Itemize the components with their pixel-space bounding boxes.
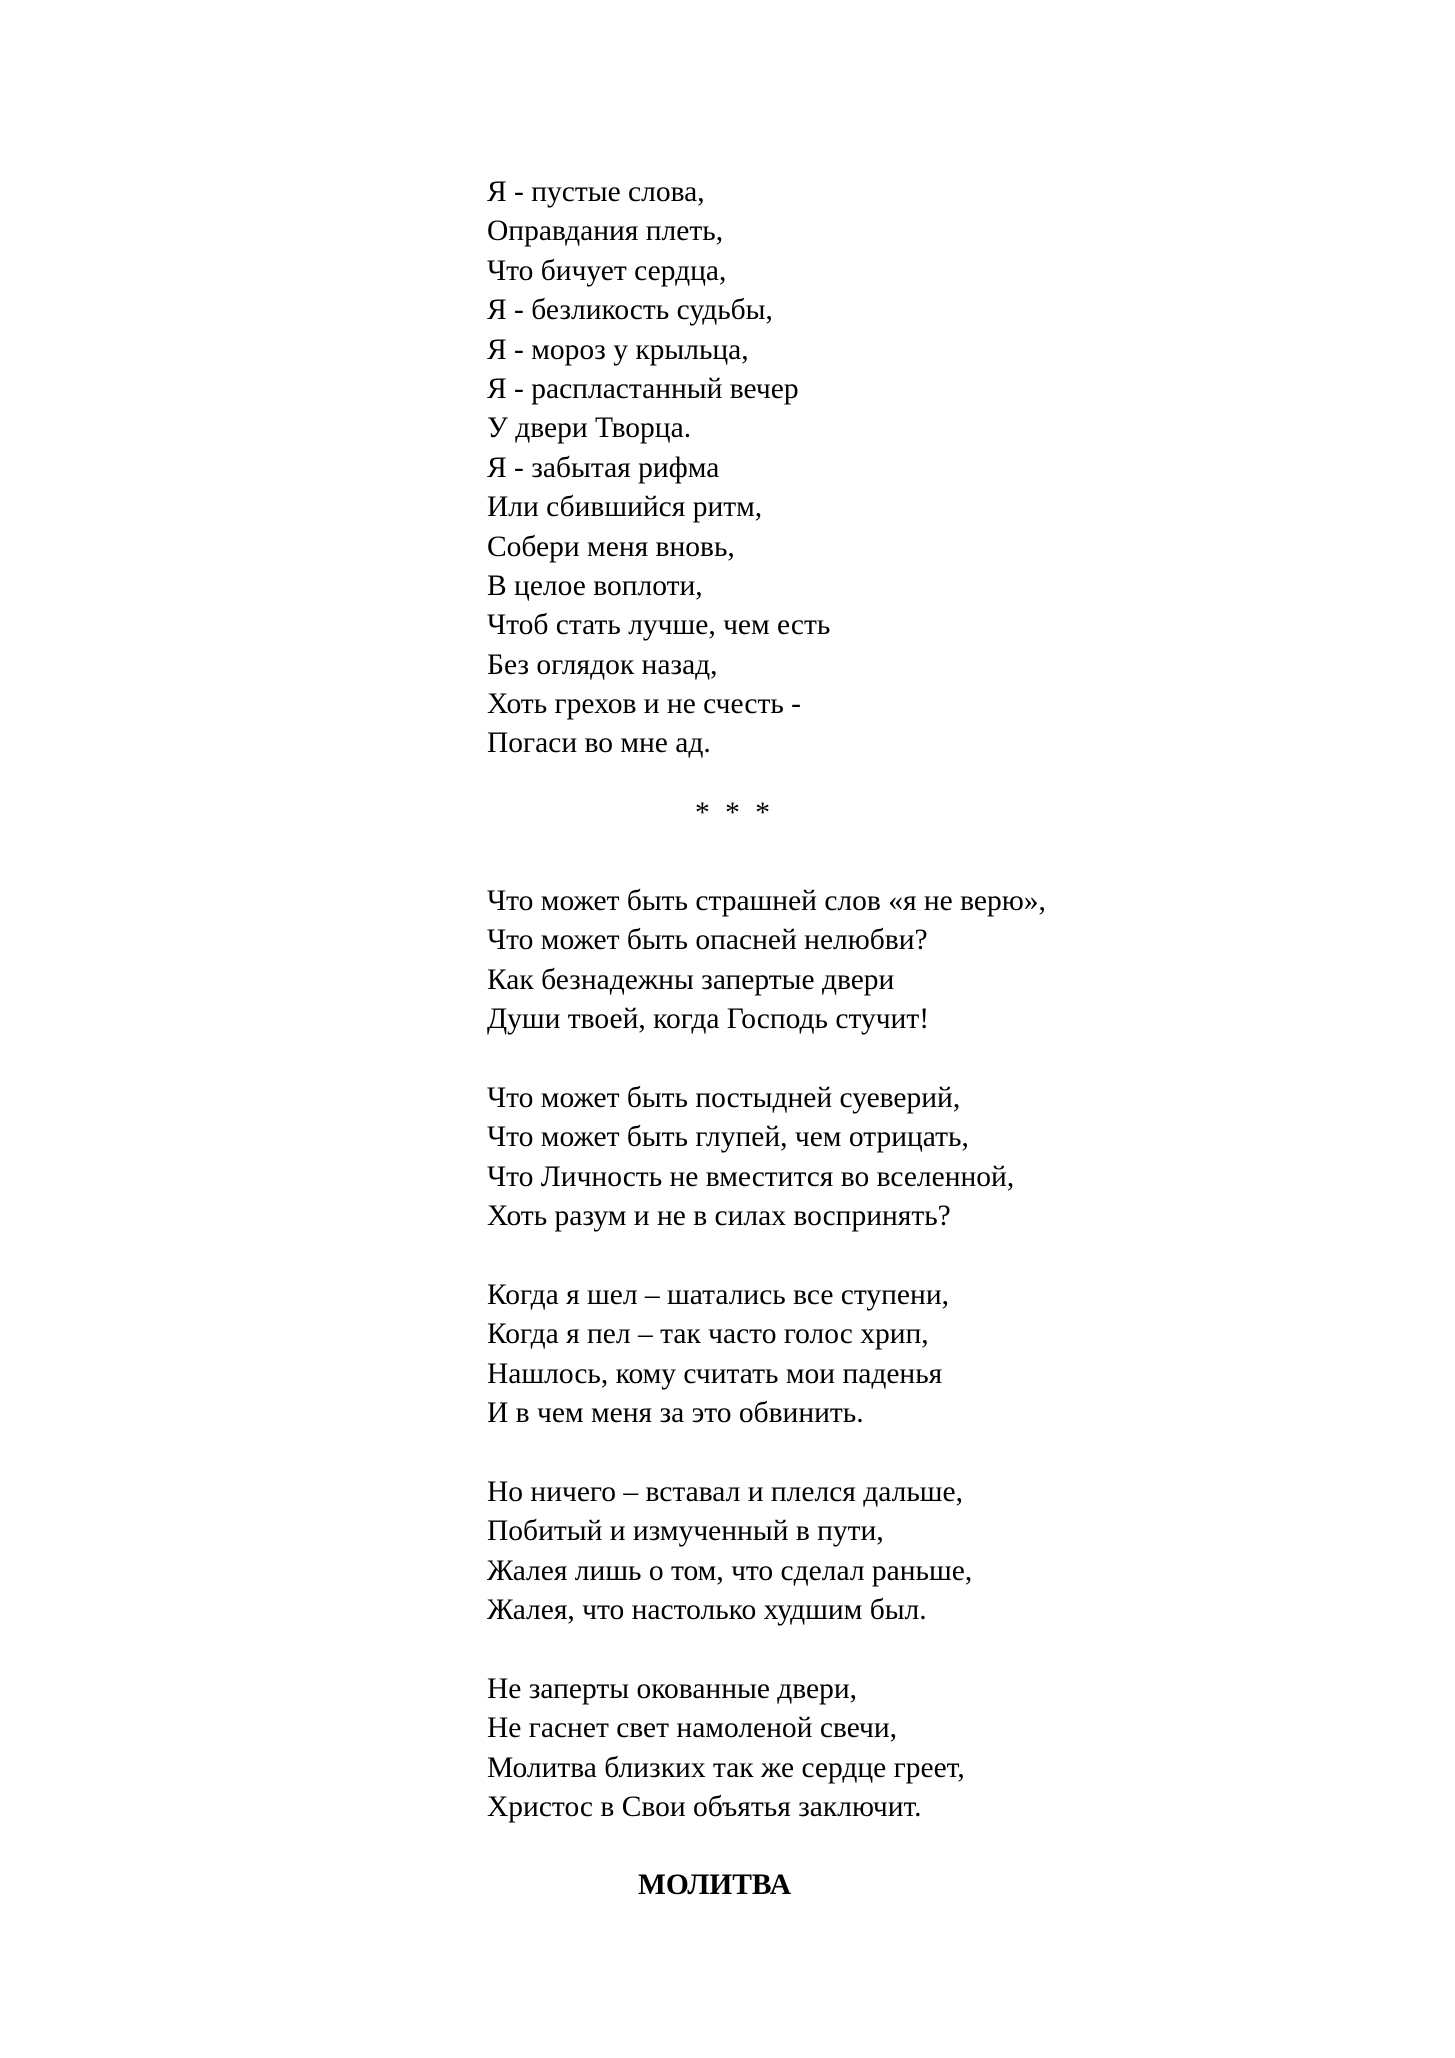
poem-line: Как безнадежны запертые двери	[487, 963, 895, 996]
poem-line: Хоть грехов и не счесть -	[487, 688, 801, 721]
stanza-4	[487, 1473, 1046, 1631]
poem-line: Когда я пел – так часто голос хрип,	[487, 1318, 929, 1351]
poem-line: И в чем меня за это обвинить.	[487, 1397, 864, 1430]
poem-line: Не гаснет свет намоленой свечи,	[487, 1712, 898, 1745]
poem-line: Что может быть страшней слов «я не верю»,	[487, 885, 1046, 917]
poem-line: У двери Творца.	[487, 412, 692, 445]
asterisks-separator: * * *	[695, 797, 774, 829]
stanza-gap	[487, 1433, 1046, 1472]
poem-1	[487, 173, 830, 764]
section-title: МОЛИТВА	[638, 1869, 792, 1901]
stanza-gap	[487, 1237, 1046, 1276]
poem-line: Я - забытая рифма	[487, 451, 720, 484]
poem-line: Что может быть опасней нелюбви?	[487, 924, 928, 957]
poem-line: Побитый и измученный в пути,	[487, 1515, 884, 1548]
poem-line: Что бичует сердца,	[487, 254, 727, 287]
poem-line: Молитва близких так же сердце греет,	[487, 1751, 965, 1784]
poem-line: Что Личность не вместится во вселенной,	[487, 1160, 1015, 1193]
poem-line: Я - пустые слова,	[487, 176, 705, 208]
poem-line: Чтоб стать лучше, чем есть	[487, 609, 831, 642]
poem-line: Что может быть глупей, чем отрицать,	[487, 1121, 969, 1154]
poem-line: Не заперты окованные двери,	[487, 1672, 858, 1705]
poem-line: Что может быть постыдней суеверий,	[487, 1081, 961, 1114]
stanza-2	[487, 1079, 1046, 1237]
poem-line: Но ничего – вставал и плелся дальше,	[487, 1475, 963, 1508]
stanza-5	[487, 1670, 1046, 1828]
poem-line: Христос в Свои объятья заключит.	[487, 1790, 922, 1823]
stanza-gap	[487, 1630, 1046, 1669]
poem-line: Души твоей, когда Господь стучит!	[487, 1003, 930, 1036]
poem-line: Я - мороз у крыльца,	[487, 333, 749, 366]
poem-line: Оправдания плеть,	[487, 215, 724, 248]
poem-line: Погаси во мне ад.	[487, 727, 711, 760]
poem-line: Нашлось, кому считать мои паденья	[487, 1357, 943, 1390]
poem-2	[487, 882, 1046, 1827]
poem-line: Или сбившийся ритм,	[487, 491, 763, 524]
poem-line: Я - распластанный вечер	[487, 372, 799, 405]
poem-line: Я - безликость судьбы,	[487, 294, 773, 327]
stanza-3	[487, 1276, 1046, 1434]
poem-line: Собери меня вновь,	[487, 530, 735, 563]
stanza-gap	[487, 1040, 1046, 1079]
stanza-1	[487, 882, 1046, 1040]
poem-line: Когда я шел – шатались все ступени,	[487, 1278, 949, 1311]
poem-line: В целое воплоти,	[487, 569, 703, 602]
poem-line: Хоть разум и не в силах воспринять?	[487, 1200, 951, 1233]
poem-line: Жалея лишь о том, что сделал раньше,	[487, 1554, 973, 1587]
poem-line: Жалея, что настолько худшим был.	[487, 1594, 927, 1627]
poem-line: Без оглядок назад,	[487, 648, 718, 681]
